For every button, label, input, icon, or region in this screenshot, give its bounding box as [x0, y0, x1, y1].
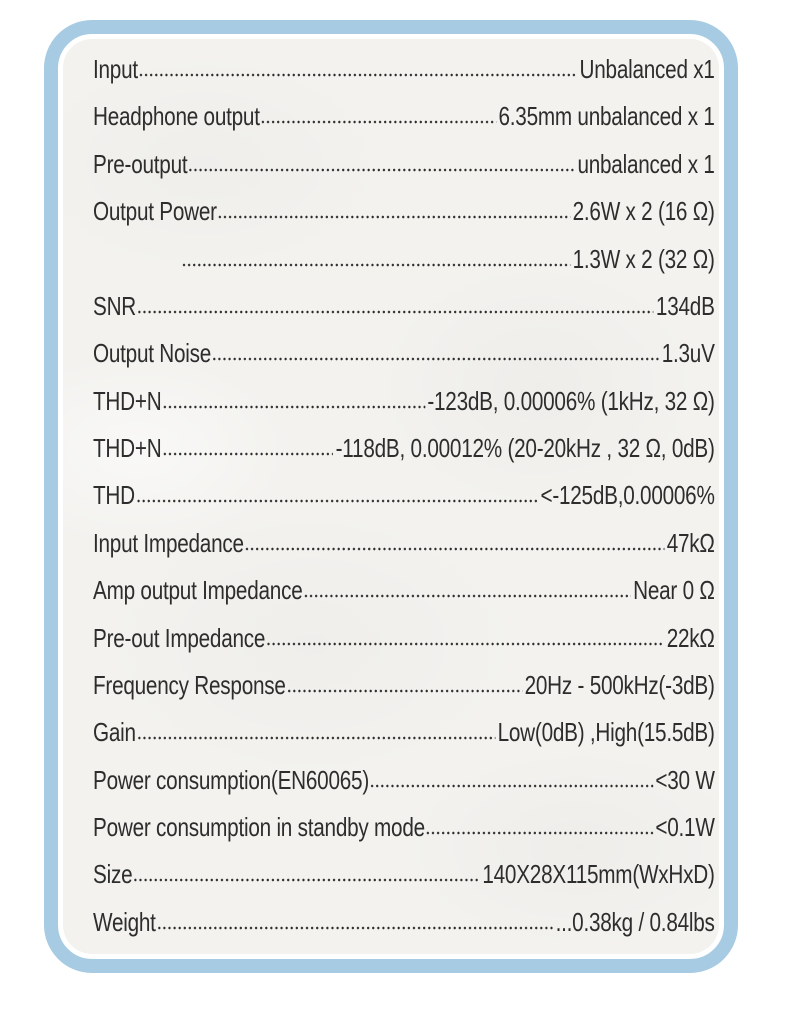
spec-label: THD+N: [93, 385, 162, 416]
spec-label: Pre-out Impedance: [93, 622, 266, 653]
spec-value: 140X28X115mm(WxHxD): [482, 859, 715, 890]
spec-label: Output Power: [93, 196, 217, 227]
spec-label: Input: [93, 54, 138, 84]
spec-value: 1.3uV: [661, 338, 715, 369]
spec-row-power-consumption: [93, 764, 715, 795]
spec-row-size: [93, 859, 715, 890]
spec-label: Input Impedance: [93, 527, 244, 558]
dot-leader: [133, 861, 480, 887]
spec-value: 47kΩ: [666, 527, 715, 558]
dot-leader: [218, 198, 571, 224]
spec-value: <30 W: [655, 764, 715, 795]
spec-row-input-impedance: [93, 527, 715, 558]
dot-leader: [139, 56, 577, 82]
dot-leader: [370, 767, 653, 793]
dot-leader: [162, 388, 425, 414]
spec-label: Size: [93, 859, 133, 890]
spec-row-snr: [93, 290, 715, 321]
dot-leader: [212, 340, 659, 366]
spec-value: -118dB, 0.00012% (20-20kHz , 32 Ω, 0dB): [335, 433, 715, 463]
spec-row-weight: [93, 906, 715, 937]
spec-label: Amp output Impedance: [93, 575, 303, 606]
spec-row-amp-output-impedance: [93, 575, 715, 606]
spec-value: Low(0dB) ,High(15.5dB): [497, 717, 715, 748]
spec-value: unbalanced x 1: [577, 148, 715, 179]
dot-leader: [266, 625, 664, 651]
spec-label: THD+N: [93, 433, 162, 463]
spec-value: 6.35mm unbalanced x 1: [498, 101, 715, 132]
spec-value: ...0.38kg / 0.84lbs: [555, 906, 715, 937]
spec-row-gain: [93, 717, 715, 748]
dot-leader: [156, 909, 553, 935]
dot-leader: [245, 530, 665, 556]
dot-leader: [188, 151, 575, 177]
dot-leader: [137, 293, 654, 319]
spec-row-pre-output: [93, 148, 715, 179]
dot-leader: [137, 719, 496, 745]
spec-label: Output Noise: [93, 338, 212, 369]
spec-row-thd-n-20-20khz: [93, 435, 715, 461]
spec-row-output-power-32ohm: [93, 243, 715, 274]
spec-value: 134dB: [655, 290, 715, 321]
spec-value: Unbalanced x1: [579, 54, 715, 84]
spec-row-output-power-16ohm: [93, 196, 715, 227]
dot-leader: [261, 103, 497, 129]
spec-value: <-125dB,0.00006%: [540, 480, 715, 511]
spec-value: Near 0 Ω: [633, 575, 715, 606]
spec-label: Power consumption(EN60065): [93, 764, 369, 795]
spec-label: Weight: [93, 906, 156, 937]
spec-label: THD: [93, 480, 135, 511]
spec-label: Headphone output: [93, 101, 260, 132]
spec-row-frequency-response: [93, 669, 715, 700]
spec-row-power-consumption-standby: [93, 814, 715, 840]
spec-row-pre-out-impedance: [93, 622, 715, 653]
spec-row-thd-n-1khz: [93, 385, 715, 416]
dot-leader: [286, 672, 522, 698]
spec-row-input: [93, 56, 715, 82]
dot-leader: [303, 577, 630, 603]
spec-value: 2.6W x 2 (16 Ω): [572, 196, 715, 227]
spec-row-headphone-output: [93, 101, 715, 132]
spec-value: 20Hz - 500kHz(-3dB): [524, 669, 715, 700]
spec-label: Pre-output: [93, 148, 188, 179]
spec-label: Gain: [93, 717, 136, 748]
spec-label: SNR: [93, 290, 137, 321]
spec-sheet-card: [44, 20, 738, 973]
spec-value: 22kΩ: [666, 622, 715, 653]
spec-row-thd: [93, 480, 715, 511]
spec-value: <0.1W: [655, 812, 715, 842]
dot-leader: [181, 246, 570, 272]
dot-leader: [136, 482, 538, 508]
spec-label: Frequency Response: [93, 669, 286, 700]
spec-value: 1.3W x 2 (32 Ω): [572, 243, 715, 274]
spec-label: Power consumption in standby mode: [93, 812, 425, 842]
spec-row-output-noise: [93, 338, 715, 369]
spec-value: -123dB, 0.00006% (1kHz, 32 Ω): [427, 385, 715, 416]
dot-leader: [162, 435, 333, 461]
dot-leader: [426, 814, 653, 840]
